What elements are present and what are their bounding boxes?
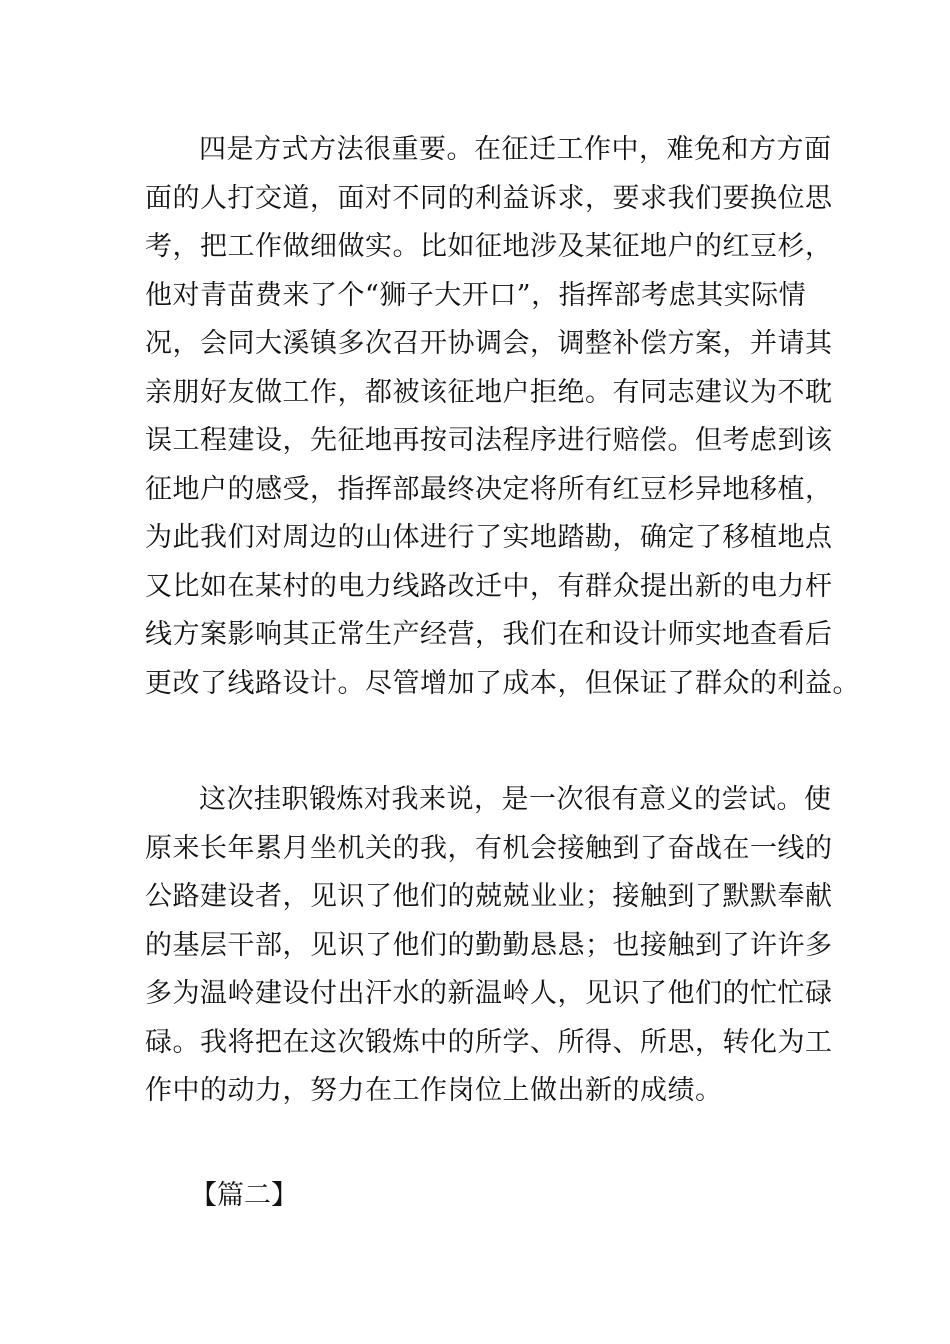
paragraph-line: 他对青苗费来了个“狮子大开口”，指挥部考虑其实际情 [145, 279, 807, 311]
paragraph-line: 亲朋好友做工作，都被该征地户拒绝。有同志建议为不耽 [145, 376, 833, 408]
paragraph-line: 公路建设者，见识了他们的兢兢业业；接触到了默默奉献 [145, 881, 833, 912]
paragraph-line: 原来长年累月坐机关的我，有机会接触到了奋战在一线的 [145, 832, 833, 864]
paragraph-line: 这次挂职锻炼对我来说，是一次很有意义的尝试。使 [199, 784, 832, 815]
paragraph-line: 又比如在某村的电力线路改迁中，有群众提出新的电力杆 [145, 570, 833, 602]
paragraph-line: 面的人打交道，面对不同的利益诉求，要求我们要换位思 [145, 182, 833, 214]
paragraph-line: 征地户的感受，指挥部最终决定将所有红豆杉异地移植， [145, 473, 833, 505]
paragraph-line: 多为温岭建设付出汗水的新温岭人，见识了他们的忙忙碌 [145, 978, 833, 1009]
paragraph-line: 误工程建设，先征地再按司法程序进行赔偿。但考虑到该 [145, 425, 833, 456]
paragraph-line: 线方案影响其正常生产经营，我们在和设计师实地查看后 [145, 619, 833, 650]
paragraph-line: 作中的动力，努力在工作岗位上做出新的成绩。 [145, 1075, 723, 1106]
section-heading: 【篇二】 [190, 1180, 298, 1211]
paragraph-line: 的基层干部，见识了他们的勤勤恳恳；也接触到了许许多 [145, 929, 833, 961]
paragraph-line: 况，会同大溪镇多次召开协调会，调整补偿方案，并请其 [145, 328, 833, 359]
paragraph-line: 考，把工作做细做实。比如征地涉及某征地户的红豆杉， [145, 231, 833, 262]
paragraph-secondment-reflection [145, 776, 833, 1116]
paragraph-line: 更改了线路设计。尽管增加了成本，但保证了群众的利益。 [145, 667, 860, 699]
paragraph-line: 为此我们对周边的山体进行了实地踏勘，确定了移植地点 [145, 522, 833, 553]
paragraph-method-matters [145, 126, 860, 708]
paragraph-line: 四是方式方法很重要。在征迁工作中，难免和方方面 [199, 134, 832, 165]
paragraph-line: 碌。我将把在这次锻炼中的所学、所得、所思，转化为工 [145, 1026, 833, 1058]
